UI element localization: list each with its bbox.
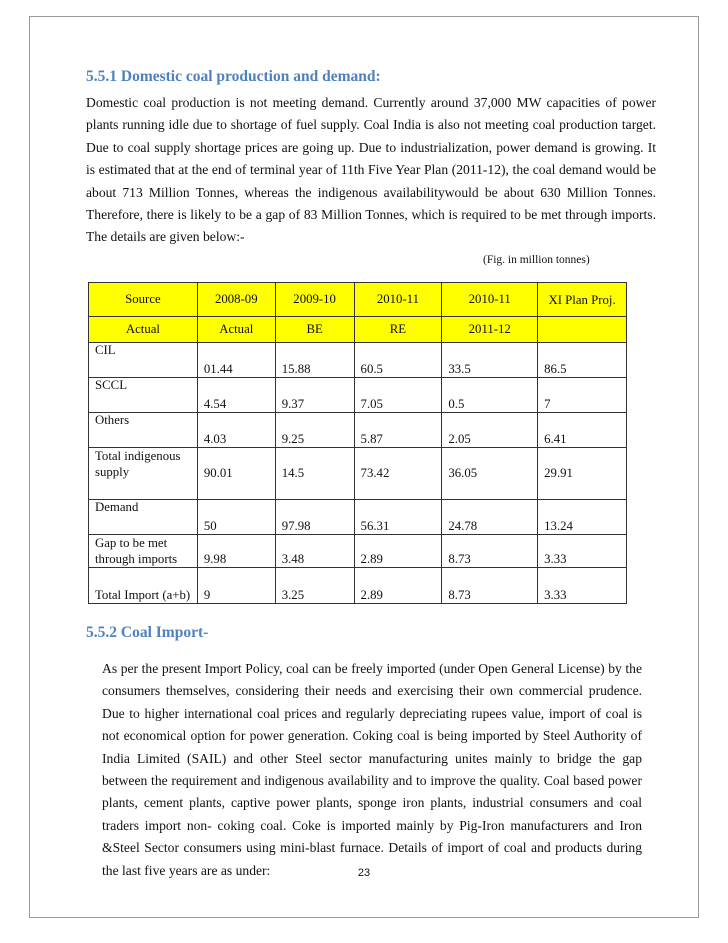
table-cell: 3.33 — [538, 535, 627, 568]
table-cell: 14.5 — [275, 448, 354, 500]
table-cell: 7 — [538, 378, 627, 413]
subheader-cell: BE — [275, 317, 354, 343]
table-row — [89, 413, 627, 448]
table-row — [89, 343, 627, 378]
table-cell: 60.5 — [354, 343, 442, 378]
table-row — [89, 448, 627, 500]
table-row — [89, 568, 627, 604]
table-cell: 9.98 — [197, 535, 275, 568]
table-cell: 15.88 — [275, 343, 354, 378]
subheader-cell: 2011-12 — [442, 317, 538, 343]
table-cell: 8.73 — [442, 535, 538, 568]
table-cell: 6.41 — [538, 413, 627, 448]
row-label-cell: Total indigenous supply — [89, 448, 198, 500]
row-label-cell: Demand — [89, 500, 198, 535]
row-label-cell: SCCL — [89, 378, 198, 413]
table-cell: 01.44 — [197, 343, 275, 378]
table-cell: 4.54 — [197, 378, 275, 413]
subheader-cell: Actual — [197, 317, 275, 343]
row-label-cell: Gap to be met through imports — [89, 535, 198, 568]
table-cell: 73.42 — [354, 448, 442, 500]
row-label-cell: Total Import (a+b) — [89, 568, 198, 604]
header-cell: 2008-09 — [197, 283, 275, 317]
table-cell: 56.31 — [354, 500, 442, 535]
header-cell: XI Plan Proj. — [538, 283, 627, 317]
domestic-coal-paragraph: Domestic coal production is not meeting demand. Currently around 37,000 MW capacities of power plants running idle due to shortage of fuel supply. Coal India is also not meeting coal production target. Due to coal supply shortage prices are going up. Due to industrialization, power demand is growing. It is estimated that at the end of terminal year of 11th Five Year Plan (2011-12), the coal demand would be about 713 Million Tonnes, whereas the indigenous availabilitywould be about 630 Million Tonnes. Therefore, there is likely to be a gap of 83 Million Tonnes, which is required to be met through imports. The details are given below:- — [86, 95, 656, 245]
table-subheader-row — [89, 317, 627, 343]
subheader-cell — [538, 317, 627, 343]
table-cell: 9.25 — [275, 413, 354, 448]
table-header-row — [89, 283, 627, 317]
subheader-cell: RE — [354, 317, 442, 343]
header-cell: Source — [89, 283, 198, 317]
table-cell: 3.48 — [275, 535, 354, 568]
table-cell: 2.05 — [442, 413, 538, 448]
table-cell: 50 — [197, 500, 275, 535]
section-heading-coal-import: 5.5.2 Coal Import- — [86, 624, 209, 641]
table-row — [89, 535, 627, 568]
table-cell: 29.91 — [538, 448, 627, 500]
row-label-cell: CIL — [89, 343, 198, 378]
table-cell: 9 — [197, 568, 275, 604]
table-cell: 9.37 — [275, 378, 354, 413]
page-number: 23 — [357, 867, 371, 879]
table-cell: 0.5 — [442, 378, 538, 413]
header-cell: 2010-11 — [442, 283, 538, 317]
table-cell: 24.78 — [442, 500, 538, 535]
table-cell: 5.87 — [354, 413, 442, 448]
row-label-cell: Others — [89, 413, 198, 448]
section-heading-domestic-coal: 5.5.1 Domestic coal production and demand: — [86, 68, 381, 85]
subheader-cell: Actual — [89, 317, 198, 343]
table-cell: 2.89 — [354, 535, 442, 568]
table-cell: 4.03 — [197, 413, 275, 448]
coal-import-paragraph: As per the present Import Policy, coal can be freely imported (under Open General License) by the consumers themselves, considering their needs and exercising their own commercial prudence. Due to higher international coal prices and regularly depreciating rupees value, import of coal is not economical option for power generation. Coking coal is being imported by Steel Authority of India Limited (SAIL) and other Steel sector manufacturing unites mainly to bridge the gap between the requirement and indigenous availability and to improve the quality. Coal based power plants, cement plants, captive power plants, sponge iron plants, industrial consumers and coal traders import non- coking coal. Coke is imported mainly by Pig-Iron manufacturers and Iron &Steel Sector consumers using mini-blast furnace. Details of import of coal and products during the last five years are as under: — [102, 661, 642, 878]
coal-supply-table — [88, 282, 627, 604]
header-cell: 2010-11 — [354, 283, 442, 317]
table-cell: 86.5 — [538, 343, 627, 378]
table-cell: 13.24 — [538, 500, 627, 535]
table-cell: 7.05 — [354, 378, 442, 413]
table-cell: 8.73 — [442, 568, 538, 604]
header-cell: 2009-10 — [275, 283, 354, 317]
table-cell: 33.5 — [442, 343, 538, 378]
table-row — [89, 378, 627, 413]
table-cell: 90.01 — [197, 448, 275, 500]
table-cell: 36.05 — [442, 448, 538, 500]
table-cell: 2.89 — [354, 568, 442, 604]
table-cell: 97.98 — [275, 500, 354, 535]
table-row — [89, 500, 627, 535]
table-cell: 3.25 — [275, 568, 354, 604]
table-unit-note: (Fig. in million tonnes) — [483, 254, 590, 266]
table-cell: 3.33 — [538, 568, 627, 604]
